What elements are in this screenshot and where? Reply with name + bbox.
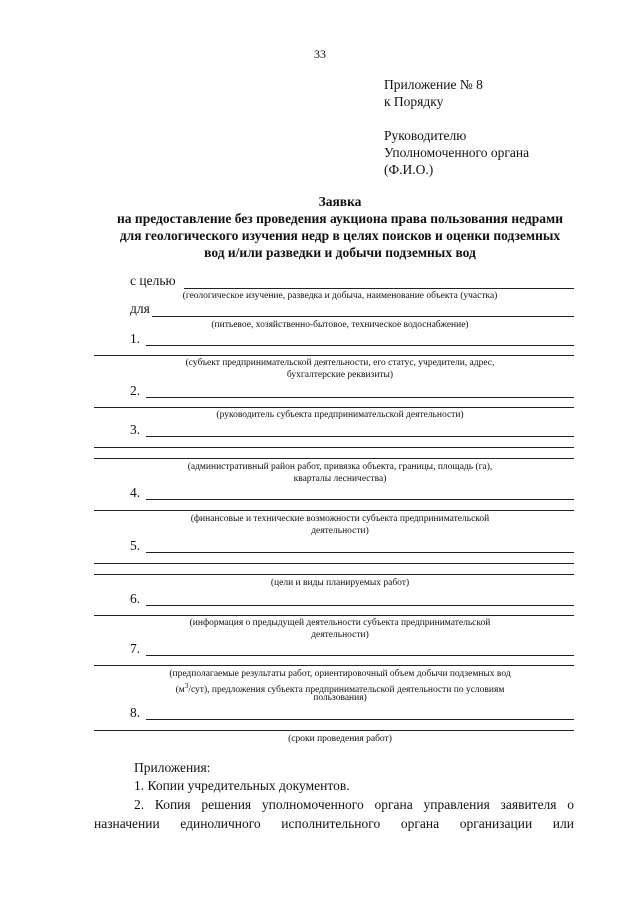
item-4-field-line-2[interactable] xyxy=(94,510,574,511)
item-5-number: 5. xyxy=(130,538,141,553)
item-7-field-line[interactable] xyxy=(146,655,574,656)
item-5-field-line-2[interactable] xyxy=(94,563,574,564)
for-caption: (питьевое, хозяйственно-бытовое, техническое водоснабжение) xyxy=(211,320,469,330)
item-8-number: 8. xyxy=(130,705,141,720)
item-8-caption: (сроки проведения работ) xyxy=(288,734,392,744)
attachment-2-line-1: 2. Копия решения уполномоченного органа управления заявителя о xyxy=(134,797,574,812)
item-3-field-line-3[interactable] xyxy=(94,458,574,459)
item-2-number: 2. xyxy=(130,383,141,398)
document-subtitle-line-3: вод и/или разведки и добычи подземных вод xyxy=(204,245,476,260)
addressee-line-3: (Ф.И.О.) xyxy=(384,162,434,177)
item-7-caption-2-sup: 3 xyxy=(184,682,189,690)
item-1-number: 1. xyxy=(130,331,141,346)
for-field-line[interactable] xyxy=(152,316,574,317)
item-4-caption-2: деятельности) xyxy=(311,526,369,536)
item-4-field-line[interactable] xyxy=(146,499,574,500)
for-label: для xyxy=(130,301,150,316)
item-6-caption-2: деятельности) xyxy=(311,630,369,640)
item-7-caption-2-post: /сут), предложения субъекта предпринимательской деятельности по условиям xyxy=(188,685,505,696)
item-6-field-line[interactable] xyxy=(146,605,574,606)
attachments-heading: Приложения: xyxy=(134,760,211,775)
item-5-field-line[interactable] xyxy=(146,552,574,553)
page-number: 33 xyxy=(314,47,326,61)
item-2-field-line[interactable] xyxy=(146,397,574,398)
item-1-caption-1: (субъект предпринимательской деятельности, его статус, учредители, адрес, xyxy=(185,358,495,368)
item-7-caption-2-pre: (м xyxy=(175,685,185,696)
item-3-caption-1: (административный район работ, привязка объекта, границы, площадь (га), xyxy=(187,462,493,472)
item-1-field-line-2[interactable] xyxy=(94,355,574,356)
item-5-field-line-3[interactable] xyxy=(94,574,574,575)
addressee-line-1: Руководителю xyxy=(384,128,467,143)
item-1-field-line[interactable] xyxy=(146,345,574,346)
item-1-caption-2: бухгалтерские реквизиты) xyxy=(286,370,394,380)
item-4-caption-1: (финансовые и технические возможности субъекта предпринимательской xyxy=(190,514,490,524)
item-8-field-line-2[interactable] xyxy=(94,730,574,731)
item-3-field-line-2[interactable] xyxy=(94,447,574,448)
to-order: к Порядку xyxy=(384,94,444,109)
purpose-caption: (геологическое изучение, разведка и добыча, наименование объекта (участка) xyxy=(182,291,498,301)
item-7-number: 7. xyxy=(130,641,141,656)
item-2-field-line-2[interactable] xyxy=(94,407,574,408)
item-7-field-line-2[interactable] xyxy=(94,665,574,666)
appendix-number: Приложение № 8 xyxy=(384,77,483,92)
document-subtitle-line-2: для геологического изучения недр в целях поисков и оценки подземных xyxy=(119,228,561,243)
purpose-field-line[interactable] xyxy=(184,288,574,289)
purpose-label: с целью xyxy=(130,273,176,288)
item-6-field-line-2[interactable] xyxy=(94,615,574,616)
item-7-caption-1: (предполагаемые результаты работ, ориентировочный объем добычи подземных вод xyxy=(169,669,511,679)
document-title: Заявка xyxy=(318,194,362,209)
item-3-field-line[interactable] xyxy=(146,436,574,437)
item-6-caption-1: (информация о предыдущей деятельности субъекта предпринимательской xyxy=(189,618,491,628)
item-6-number: 6. xyxy=(130,591,141,606)
item-4-number: 4. xyxy=(130,485,141,500)
item-7-caption-3: пользования) xyxy=(313,693,367,703)
item-5-caption: (цели и виды планируемых работ) xyxy=(270,578,410,588)
document-subtitle-line-1: на предоставление без проведения аукциона права пользования недрами xyxy=(117,211,563,226)
attachment-2-line-2: назначении единоличного исполнительного органа организации или xyxy=(94,816,574,831)
item-2-caption: (руководитель субъекта предпринимательской деятельности) xyxy=(216,410,464,420)
addressee-line-2: Уполномоченного органа xyxy=(384,145,530,160)
item-3-caption-2: кварталы лесничества) xyxy=(293,474,387,484)
item-8-field-line[interactable] xyxy=(146,719,574,720)
item-3-number: 3. xyxy=(130,422,141,437)
attachment-1: 1. Копии учредительных документов. xyxy=(134,778,350,793)
